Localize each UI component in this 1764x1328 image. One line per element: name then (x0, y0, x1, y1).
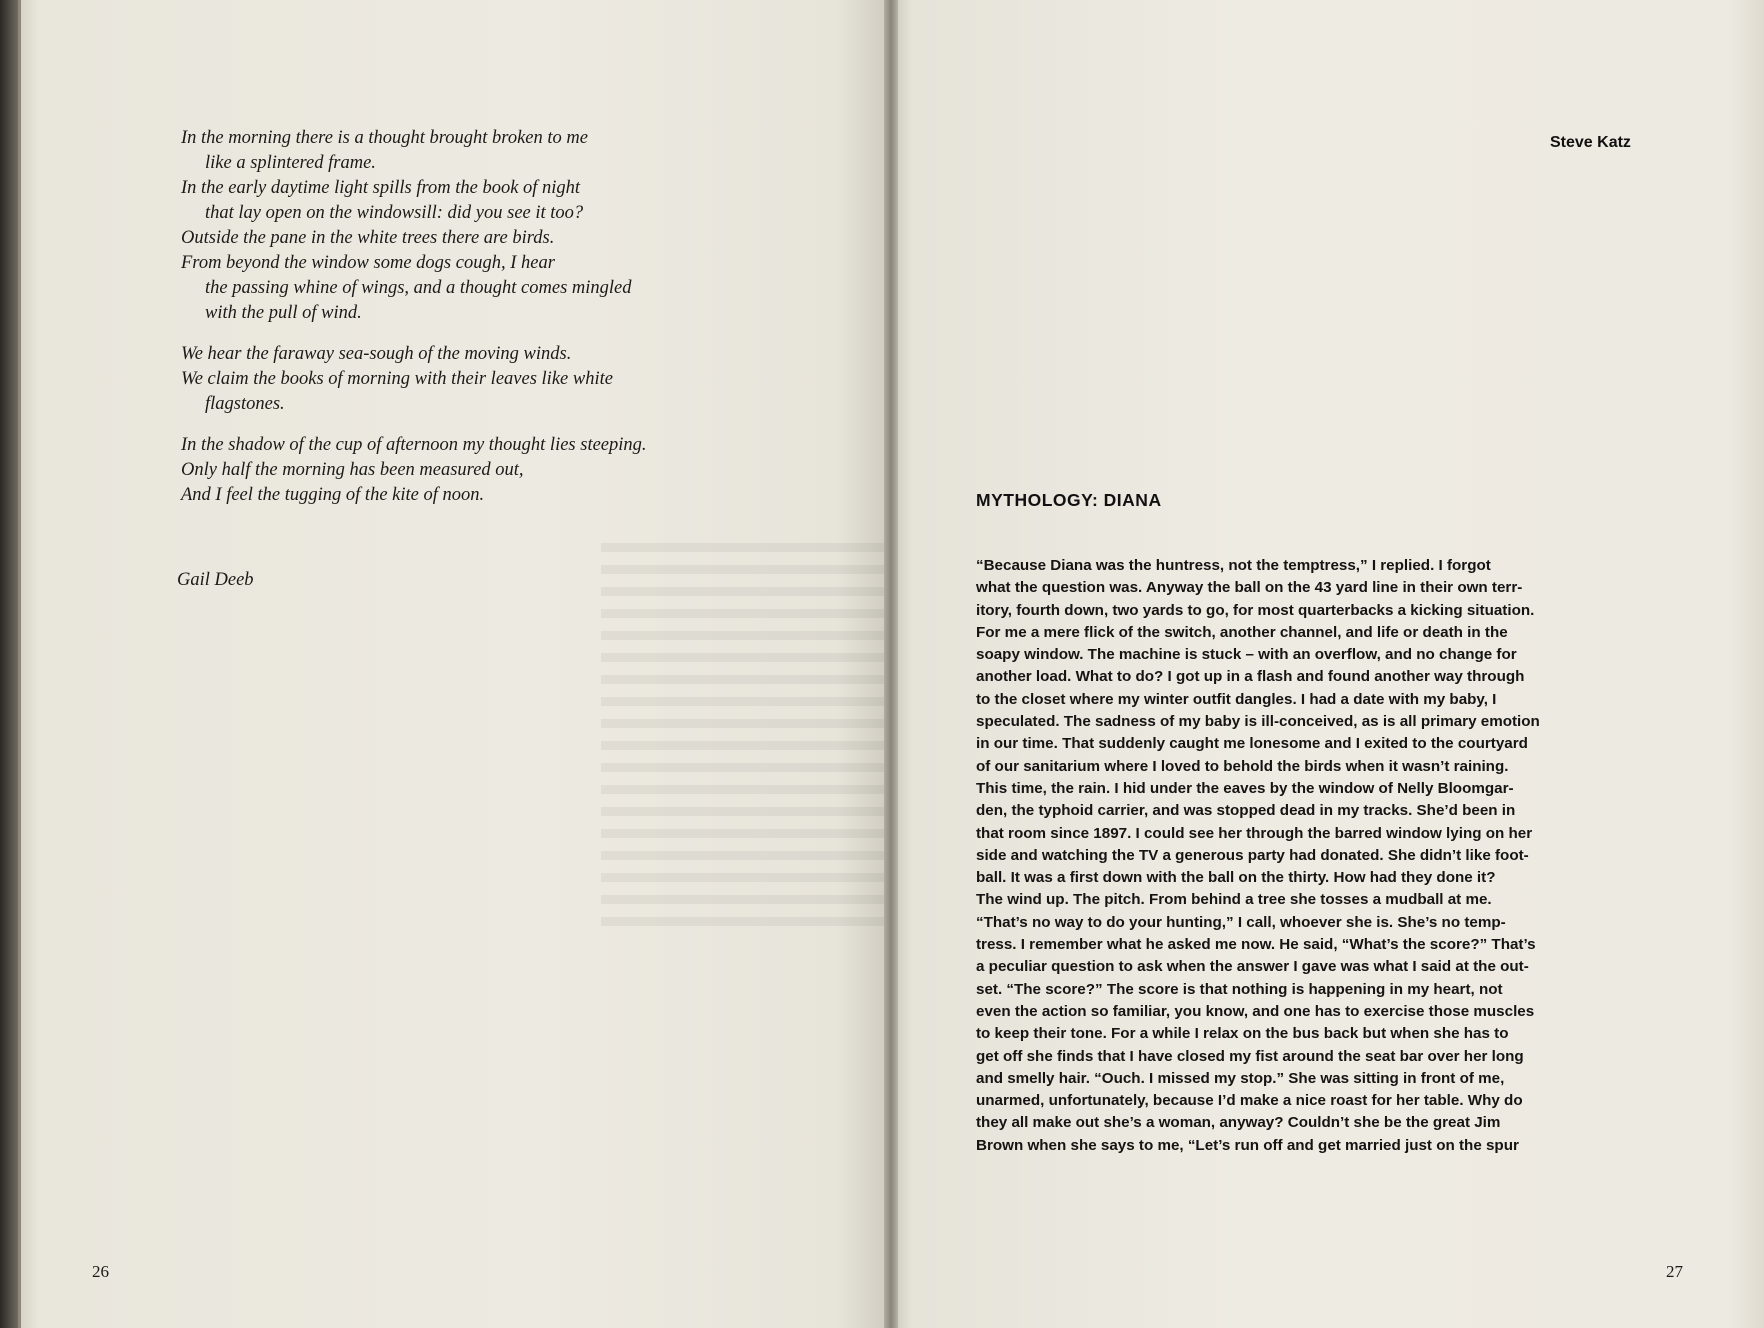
poem-line: flagstones. (205, 394, 285, 414)
body-line: set. “The score?” The score is that nothing is happening in my heart, not (976, 980, 1503, 998)
poem-line: the passing whine of wings, and a thought comes mingled (205, 278, 632, 298)
body-line: For me a mere flick of the switch, another channel, and life or death in the (976, 623, 1508, 641)
poem-line: with the pull of wind. (205, 303, 362, 323)
body-line: to the closet where my winter outfit dangles. I had a date with my baby, I (976, 690, 1497, 708)
story-title: MYTHOLOGY: DIANA (976, 490, 1162, 510)
poem-line: We claim the books of morning with their leaves like white (181, 369, 613, 389)
body-line: Brown when she says to me, “Let’s run off and get married just on the spur (976, 1136, 1519, 1154)
bleed-through-left (601, 530, 901, 1150)
body-line: This time, the rain. I hid under the eaves by the window of Nelly Bloomgar- (976, 779, 1514, 797)
book-gutter (884, 0, 898, 1328)
body-line: “Because Diana was the huntress, not the temptress,” I replied. I forgot (976, 557, 1491, 574)
body-line: The wind up. The pitch. From behind a tree she tosses a mudball at me. (976, 891, 1492, 909)
body-line: den, the typhoid carrier, and was stopped dead in my tracks. She’d been in (976, 802, 1516, 820)
body-line: ball. It was a first down with the ball on the thirty. How had they done it? (976, 869, 1496, 887)
poem-stanza (181, 126, 741, 326)
body-line: they all make out she’s a woman, anyway? Couldn’t she be the great Jim (976, 1114, 1501, 1132)
body-line: itory, fourth down, two yards to go, for most quarterbacks a kicking situation. (976, 601, 1535, 619)
body-line: “That’s no way to do your hunting,” I call, whoever she is. She’s no temp- (976, 913, 1506, 931)
left-page (18, 0, 890, 1328)
body-line: soapy window. The machine is stuck – with an overflow, and no change for (976, 646, 1517, 664)
body-line: to keep their tone. For a while I relax on the bus back but when she has to (976, 1025, 1509, 1043)
page-number-left: 26 (92, 1262, 109, 1281)
poem-line: Only half the morning has been measured out, (181, 460, 524, 480)
poem-line: And I feel the tugging of the kite of noon. (181, 485, 485, 505)
poem-stanza (181, 342, 741, 417)
poem-line: like a splintered frame. (205, 153, 376, 173)
poem-line: We hear the faraway sea-sough of the moving winds. (181, 344, 572, 364)
body-line: get off she finds that I have closed my fist around the seat bar over her long (976, 1047, 1524, 1065)
story-body (976, 555, 1638, 1157)
body-line: side and watching the TV a generous party had donated. She didn’t like foot- (976, 846, 1529, 864)
poem-author: Gail Deeb (177, 570, 254, 590)
body-line: what the question was. Anyway the ball on the 43 yard line in their own terr- (976, 579, 1523, 597)
body-line: unarmed, unfortunately, because I’d make a nice roast for her table. Why do (976, 1092, 1523, 1110)
page-number-right: 27 (1666, 1262, 1683, 1281)
poem-line: In the shadow of the cup of afternoon my thought lies steeping. (181, 435, 647, 455)
body-line: another load. What to do? I got up in a flash and found another way through (976, 668, 1525, 686)
poem-line: In the early daytime light spills from the book of night (181, 178, 581, 198)
body-line: tress. I remember what he asked me now. He said, “What’s the score?” That’s (976, 936, 1536, 954)
book-edge-left (0, 0, 18, 1328)
body-line: speculated. The sadness of my baby is ill-conceived, as is all primary emotion (976, 713, 1540, 731)
poem-line: From beyond the window some dogs cough, I hear (181, 253, 555, 273)
poem-line: In the morning there is a thought brought broken to me (181, 128, 588, 148)
body-line: and smelly hair. “Ouch. I missed my stop.” She was sitting in front of me, (976, 1069, 1505, 1087)
body-line: a peculiar question to ask when the answer I gave was what I said at the out- (976, 958, 1529, 976)
story-author: Steve Katz (1550, 134, 1631, 151)
body-line: of our sanitarium where I loved to behold the birds when it wasn’t raining. (976, 757, 1509, 775)
poem-line: Outside the pane in the white trees there are birds. (181, 228, 555, 248)
poem-stanza (181, 433, 741, 508)
poem-line: that lay open on the windowsill: did you see it too? (205, 203, 584, 223)
body-line: that room since 1897. I could see her through the barred window lying on her (976, 824, 1533, 842)
body-line: in our time. That suddenly caught me lonesome and I exited to the courtyard (976, 735, 1528, 753)
poem (181, 126, 741, 524)
body-line: even the action so familiar, you know, and one has to exercise those muscles (976, 1002, 1535, 1020)
